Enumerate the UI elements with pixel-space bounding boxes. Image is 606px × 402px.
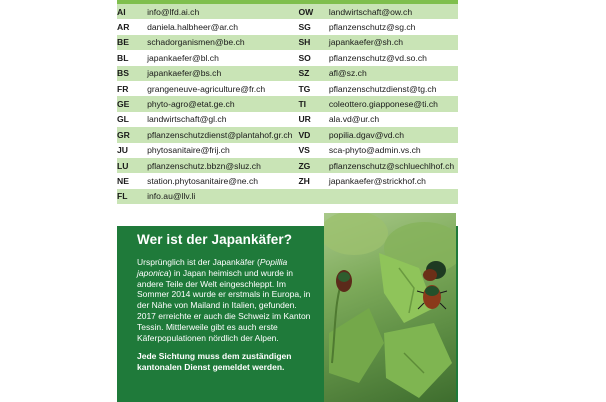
canton-code: BS — [117, 66, 147, 81]
canton-code: GL — [117, 112, 147, 127]
contact-email[interactable]: pflanzenschutz.bbzn@sluz.ch — [147, 158, 292, 173]
info-text-block — [137, 232, 317, 381]
contact-email[interactable]: sca-phyto@admin.vs.ch — [329, 143, 458, 158]
canton-code: TI — [292, 96, 328, 111]
contact-email[interactable]: japankaefer@bl.ch — [147, 50, 292, 65]
contact-email[interactable]: pflanzenschutz@schluechlhof.ch — [329, 158, 458, 173]
canton-code: JU — [117, 143, 147, 158]
contact-email[interactable]: japankaefer@sh.ch — [329, 35, 458, 50]
canton-code: NE — [117, 173, 147, 188]
canton-code — [292, 189, 328, 204]
canton-code: TG — [292, 81, 328, 96]
canton-code: FR — [117, 81, 147, 96]
table-row — [117, 173, 458, 188]
contacts-table — [117, 4, 458, 204]
canton-code: UR — [292, 112, 328, 127]
canton-code: BL — [117, 50, 147, 65]
contact-email[interactable]: landwirtschaft@ow.ch — [329, 4, 458, 19]
canton-code: FL — [117, 189, 147, 204]
table-row — [117, 19, 458, 34]
contact-email[interactable]: japankaefer@strickhof.ch — [329, 173, 458, 188]
contact-email[interactable]: landwirtschaft@gl.ch — [147, 112, 292, 127]
info-paragraph-2: Jede Sichtung muss dem zuständigen kantonalen Dienst gemeldet werden. — [137, 351, 292, 373]
table-row — [117, 81, 458, 96]
info-paragraph-1-start: Ursprünglich ist der Japankäfer ( — [137, 257, 260, 267]
table-row — [117, 50, 458, 65]
canton-code: OW — [292, 4, 328, 19]
table-row — [117, 189, 458, 204]
canton-code: SZ — [292, 66, 328, 81]
contacts-table-body — [117, 4, 458, 204]
table-row — [117, 143, 458, 158]
table-row — [117, 35, 458, 50]
contact-email[interactable]: pflanzenschutzdienst@tg.ch — [329, 81, 458, 96]
canton-code: AR — [117, 19, 147, 34]
contact-email[interactable]: japankaefer@bs.ch — [147, 66, 292, 81]
info-paragraph-1 — [137, 257, 317, 343]
contact-email[interactable]: daniela.halbheer@ar.ch — [147, 19, 292, 34]
contact-email[interactable]: pflanzenschutz@vd.so.ch — [329, 50, 458, 65]
canton-code: ZH — [292, 173, 328, 188]
contact-email[interactable]: station.phytosanitaire@ne.ch — [147, 173, 292, 188]
table-row — [117, 96, 458, 111]
canton-code: SH — [292, 35, 328, 50]
canton-code: VS — [292, 143, 328, 158]
canton-code: VD — [292, 127, 328, 142]
canton-code: GR — [117, 127, 147, 142]
japanese-beetle-photo — [324, 213, 456, 402]
table-row — [117, 66, 458, 81]
table-row — [117, 127, 458, 142]
canton-code: SG — [292, 19, 328, 34]
contact-email[interactable]: phyto-agro@etat.ge.ch — [147, 96, 292, 111]
canton-code: GE — [117, 96, 147, 111]
canton-code: BE — [117, 35, 147, 50]
canton-code: AI — [117, 4, 147, 19]
canton-code: SO — [292, 50, 328, 65]
contact-email[interactable]: schadorganismen@be.ch — [147, 35, 292, 50]
canton-code: LU — [117, 158, 147, 173]
table-row — [117, 4, 458, 19]
beetle-leaves-illustration — [324, 213, 456, 402]
contact-email[interactable]: pflanzenschutz@sg.ch — [329, 19, 458, 34]
contact-email[interactable] — [329, 189, 458, 204]
contact-email[interactable]: info.au@llv.li — [147, 189, 292, 204]
contact-email[interactable]: info@lfd.ai.ch — [147, 4, 292, 19]
info-heading: Wer ist der Japankäfer? — [137, 232, 293, 247]
table-row — [117, 112, 458, 127]
contact-email[interactable]: phytosanitaire@frij.ch — [147, 143, 292, 158]
contact-email[interactable]: pflanzenschutzdienst@plantahof.gr.ch — [147, 127, 292, 142]
info-paragraph-1-end: ) in Japan heimisch und wurde in andere Teile der Welt eingeschleppt. Im Sommer 2014 wurde er erstmals in Europa, in der Nähe von Mailand in Italien, gefunden. 2017 erreichte er auch die Schweiz im Kanton Tessin. Mittlerweile gibt es auch erste Käferpopulationen nördlich der Alpen. — [137, 267, 311, 343]
contact-email[interactable]: afl@sz.ch — [329, 66, 458, 81]
contact-email[interactable]: grangeneuve-agriculture@fr.ch — [147, 81, 292, 96]
contact-email[interactable]: coleottero.giapponese@ti.ch — [329, 96, 458, 111]
contact-email[interactable]: ala.vd@ur.ch — [329, 112, 458, 127]
contact-email[interactable]: popilia.dgav@vd.ch — [329, 127, 458, 142]
species-name: Popillia japonica — [137, 257, 288, 278]
table-row — [117, 158, 458, 173]
canton-code: ZG — [292, 158, 328, 173]
